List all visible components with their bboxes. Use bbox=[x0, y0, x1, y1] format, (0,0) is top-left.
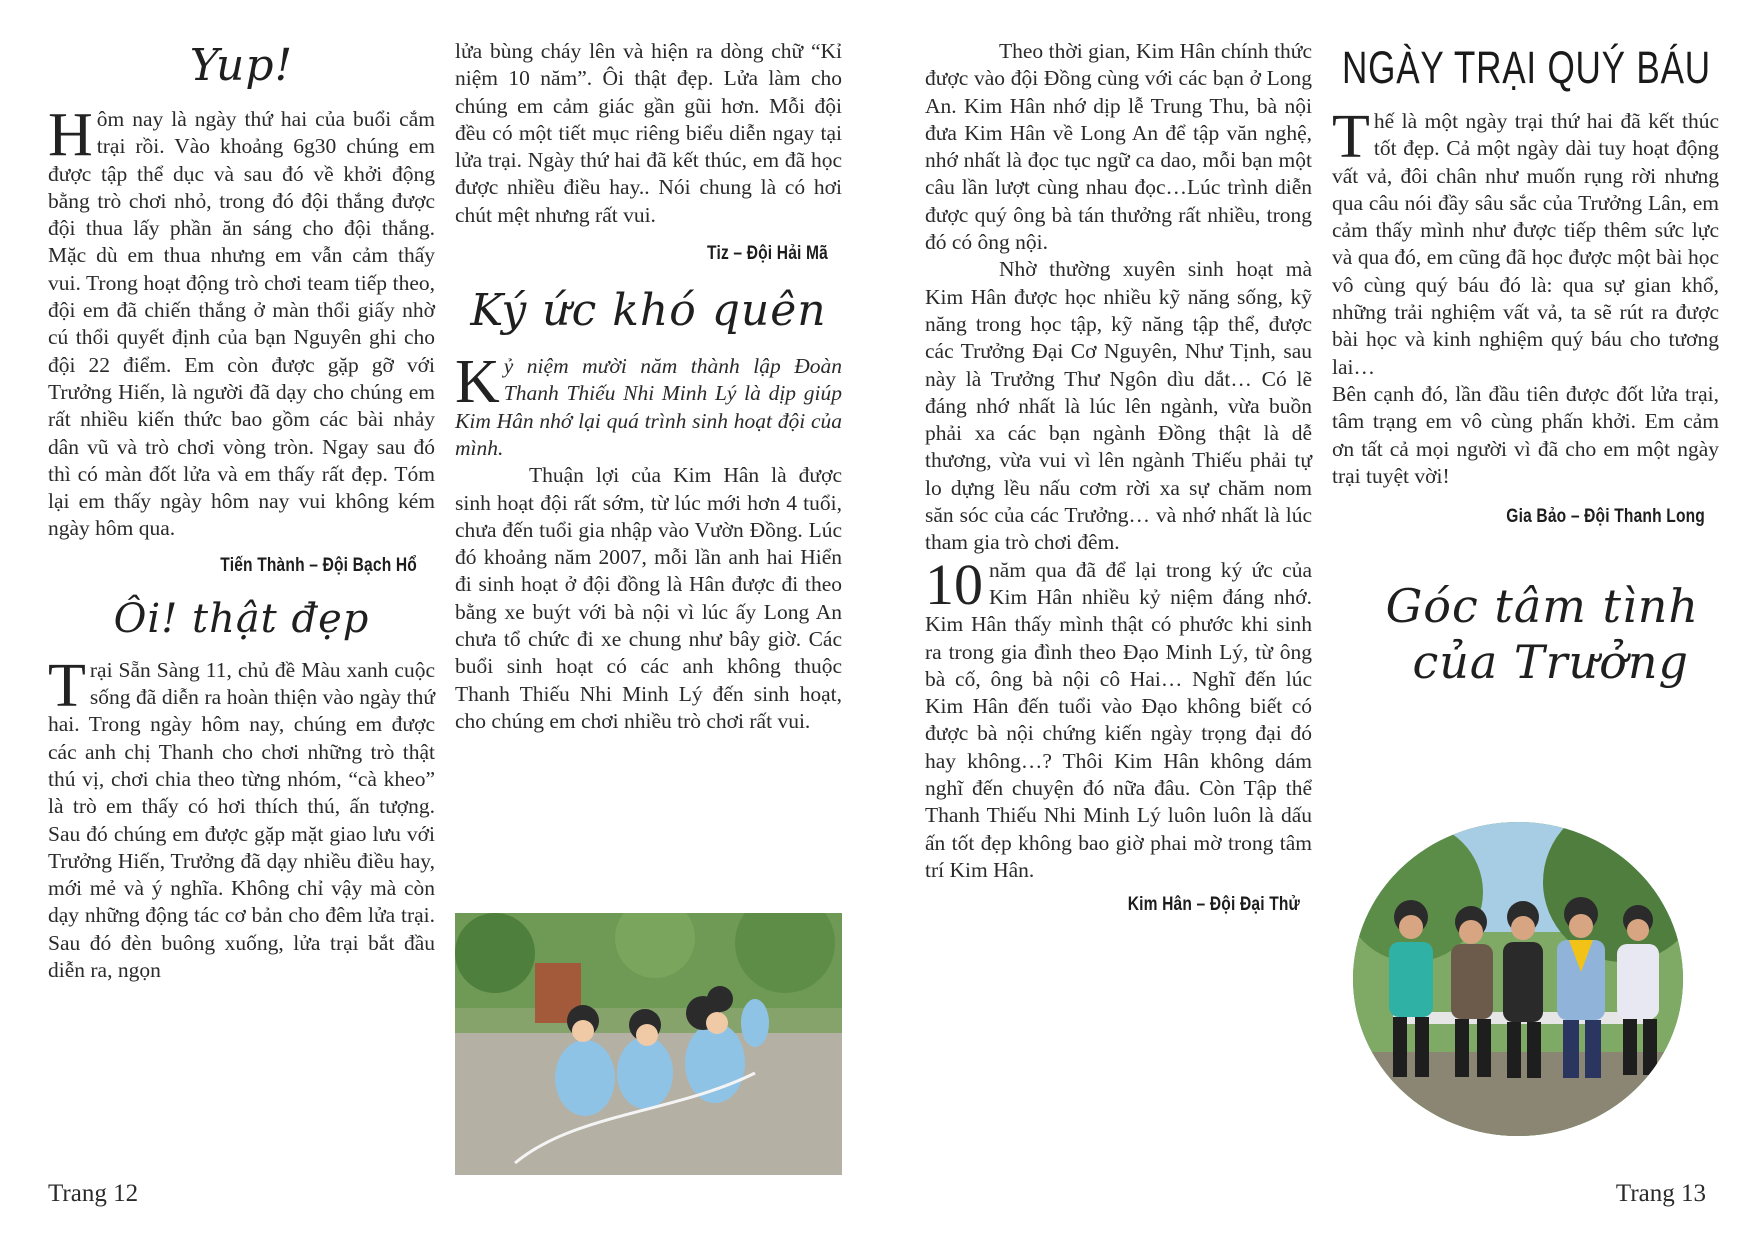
leaders-group-photo-illustration bbox=[1353, 822, 1683, 1136]
page-number-right: Trang 13 bbox=[1615, 1180, 1706, 1207]
yup-byline: Tiến Thành – Đội Bạch Hổ bbox=[220, 554, 417, 576]
oi-dropcap: T bbox=[48, 651, 86, 720]
column-2 bbox=[455, 38, 842, 735]
yup-body: ôm nay là ngày thứ hai của buổi cắm trại rồi. Vào khoảng 6g30 chúng em được tập thể dục và sau đó về khởi động bằng trò chơi nhỏ, trong đó đội thắng được đội thua lấy phần ăn sáng cho đội thắng. Mặc dù em thua nhưng em vẫn cảm thấy vui. Trong hoạt động trò chơi team tiếp theo, đội em đã chiến thắng ở màn thổi giấy nhờ cú thổi quyết định của bạn Nguyên ghi cho đội 22 điểm. Em còn được gặp gỡ với Trưởng Hiến, là người đã dạy cho chúng em rất nhiều kiến thức bao gồm các bài nhảy dân vũ và trò chơi vòng tròn. Ngay sau đó thì có màn đốt lửa và em thấy rất đẹp. Tóm lại em thấy ngày hôm nay vui không kém ngày hôm qua. bbox=[48, 107, 435, 541]
kimhan-paragraph-1: Theo thời gian, Kim Hân chính thức được vào đội Đồng cùng với các bạn ở Long An. Kim Hân nhớ dịp lễ Trung Thu, bà nội đưa Kim Hân về Long An để tập văn nghệ, nhớ nhất là đọc tục ngữ ca dao, mỗi bạn một câu lần lượt cùng nhau đọc…Lúc trình diễn được quý ông bà tán thưởng rất nhiều, trong đó có ông nội. bbox=[925, 39, 1312, 255]
kyuc-dropcap: K bbox=[455, 348, 500, 417]
yup-dropcap: H bbox=[48, 101, 93, 169]
camp-game-photo bbox=[455, 913, 842, 1175]
oi-continued: lửa bùng cháy lên và hiện ra dòng chữ “Kỉ niệm 10 năm”. Ôi thật đẹp. Lửa làm cho chúng em cảm giác gần gũi hơn. Mỗi đội đều có một tiết mục riêng biểu diễn ngay tại lửa trại. Ngày thứ hai đã kết thúc, em đã học được nhiều điều hay.. Nói chung là có hơi chút mệt nhưng rất vui. bbox=[455, 39, 842, 227]
oi-byline: Tiz – Đội Hải Mã bbox=[707, 243, 828, 265]
oi-title: Ôi! thật đẹp bbox=[113, 595, 370, 642]
goc-tam-tinh-line-2: của Trưởng bbox=[1412, 635, 1689, 690]
column-4 bbox=[1332, 38, 1719, 690]
kimhan-paragraph-3-body: năm qua đã để lại trong ký ức của Kim Hân nhiều kỷ niệm đáng nhớ. Kim Hân thấy mình thật có phước khi sinh ra trong gia đình theo Đạo Minh Lý, từ ông bà cố, ông bà nội cô Hai… Nghĩ đến lúc Kim Hân đến tuổi vào Đạo không biết có được bà nội chứng kiến ngày trọng đại đó hay không…? Thôi Kim Hân không dám nghĩ đến chuyện đó nữa đâu. Còn Tập thể Thanh Thiếu Nhi Minh Lý luôn luôn là dấu ấn tốt đẹp không bao giờ phai mờ trong tâm trí Kim Hân. bbox=[925, 557, 1312, 882]
yup-title: Yup! bbox=[189, 40, 294, 91]
page-13 bbox=[877, 0, 1754, 1240]
goc-tam-tinh-line-1: Góc tâm tình bbox=[1385, 579, 1699, 634]
kimhan-paragraph-2: Nhờ thường xuyên sinh hoạt mà Kim Hân được học nhiều kỹ năng sống, kỹ năng trong học tập, kỹ năng tập thể, được các Trưởng Đại Cơ Nguyên, Như Tịnh, sau này là Trưởng Thư Ngôn dìu dắt… Có lẽ đáng nhớ nhất là lúc lên ngành, vừa buồn phải xa các bạn ngành Đồng thật là dễ thương, vừa vui vì lên ngành Thiếu phải tự lo dựng lều nấu cơm rời xa sự chăm nom săn sóc của các Trưởng… và nhớ nhất là lúc tham gia trò chơi đêm. bbox=[925, 257, 1312, 555]
kyuc-body: Thuận lợi của Kim Hân là được sinh hoạt đội rất sớm, từ lúc mới hơn 4 tuổi, chưa đến tuổi gia nhập vào Vườn Đồng. Lúc đó khoảng năm 2007, mỗi lần anh hai Hiển đi sinh hoạt ở đội đồng là Hân được đi theo bằng xe buýt với bà nội vì lúc ấy Long An chưa tổ chức đi xe chung như bây giờ. Các buổi sinh hoạt có các anh không thuộc Thanh Thiếu Nhi Minh Lý đến sinh hoạt, cho chúng em chơi nhiều trò chơi rất vui. bbox=[455, 463, 842, 733]
kimhan-paragraph-3 bbox=[925, 551, 1312, 885]
ngay-trai-body-1: hế là một ngày trại thứ hai đã kết thúc tốt đẹp. Cả một ngày dài tuy hoạt động vất vả, đôi chân như muốn rụng rời nhưng qua câu nói đầy sâu sắc của Trưởng Lân, em cảm thấy mình như được tiếp thêm sức lực và qua đó, em cũng đã học được một bài học vô cùng quý báu đó là: qua sự gian khổ, những trải nghiệm vất vả, ta sẽ rút ra được bài học và kinh nghiệm quý báu cho tương lai… bbox=[1332, 109, 1719, 379]
page-number-left: Trang 12 bbox=[48, 1180, 139, 1207]
yup-article bbox=[48, 101, 435, 543]
camp-game-photo-illustration bbox=[455, 913, 842, 1175]
leaders-group-photo bbox=[1353, 822, 1683, 1136]
ngay-trai-title: NGÀY TRẠI QUÝ BÁU bbox=[1342, 42, 1711, 93]
kimhan-byline: Kim Hân – Đội Đại Thử bbox=[1127, 894, 1300, 916]
column-1 bbox=[48, 38, 435, 984]
kyuc-title: Ký ức khó quên bbox=[470, 285, 827, 337]
ngay-trai-article bbox=[1332, 103, 1719, 381]
ngay-trai-body-2: Bên cạnh đó, lần đầu tiên được đốt lửa trại, tâm trạng em vô cùng phấn khởi. Em cảm ơn tất cả mọi người vì đã cho em một ngày trại tuyệt vời! bbox=[1332, 381, 1719, 488]
kyuc-intro-paragraph bbox=[455, 348, 842, 462]
ngay-trai-dropcap: T bbox=[1332, 103, 1370, 171]
kyuc-intro: ỷ niệm mười năm thành lập Đoàn Thanh Thiếu Nhi Minh Lý là dịp giúp Kim Hân nhớ lại quá trình sinh hoạt đội của mình. bbox=[455, 354, 842, 460]
oi-article bbox=[48, 651, 435, 985]
kimhan-dropcap-10: 10 bbox=[925, 551, 983, 617]
ngay-trai-byline: Gia Bảo – Đội Thanh Long bbox=[1506, 506, 1705, 528]
column-3 bbox=[925, 38, 1312, 916]
goc-tam-tinh-title bbox=[1332, 578, 1719, 690]
oi-body: rại Sẵn Sàng 11, chủ đề Màu xanh cuộc sống đã diễn ra hoàn thiện vào ngày thứ hai. Trong ngày hôm nay, chúng em được các anh chị Thanh cho chơi những trò thật thú vị, chơi chia theo từng nhóm, “cà kheo” là trò em thấy có hơi thích thú, ấn tượng. Sau đó chúng em được gặp mặt giao lưu với Trưởng Hiến, Trưởng đã dạy nhiều điều hay, mới mẻ và ý nghĩa. Không chỉ vậy mà còn dạy những động tác cơ bản cho đêm lửa trại. Sau đó đèn buông xuống, lửa trại bắt đầu diễn ra, ngọn bbox=[48, 657, 435, 983]
